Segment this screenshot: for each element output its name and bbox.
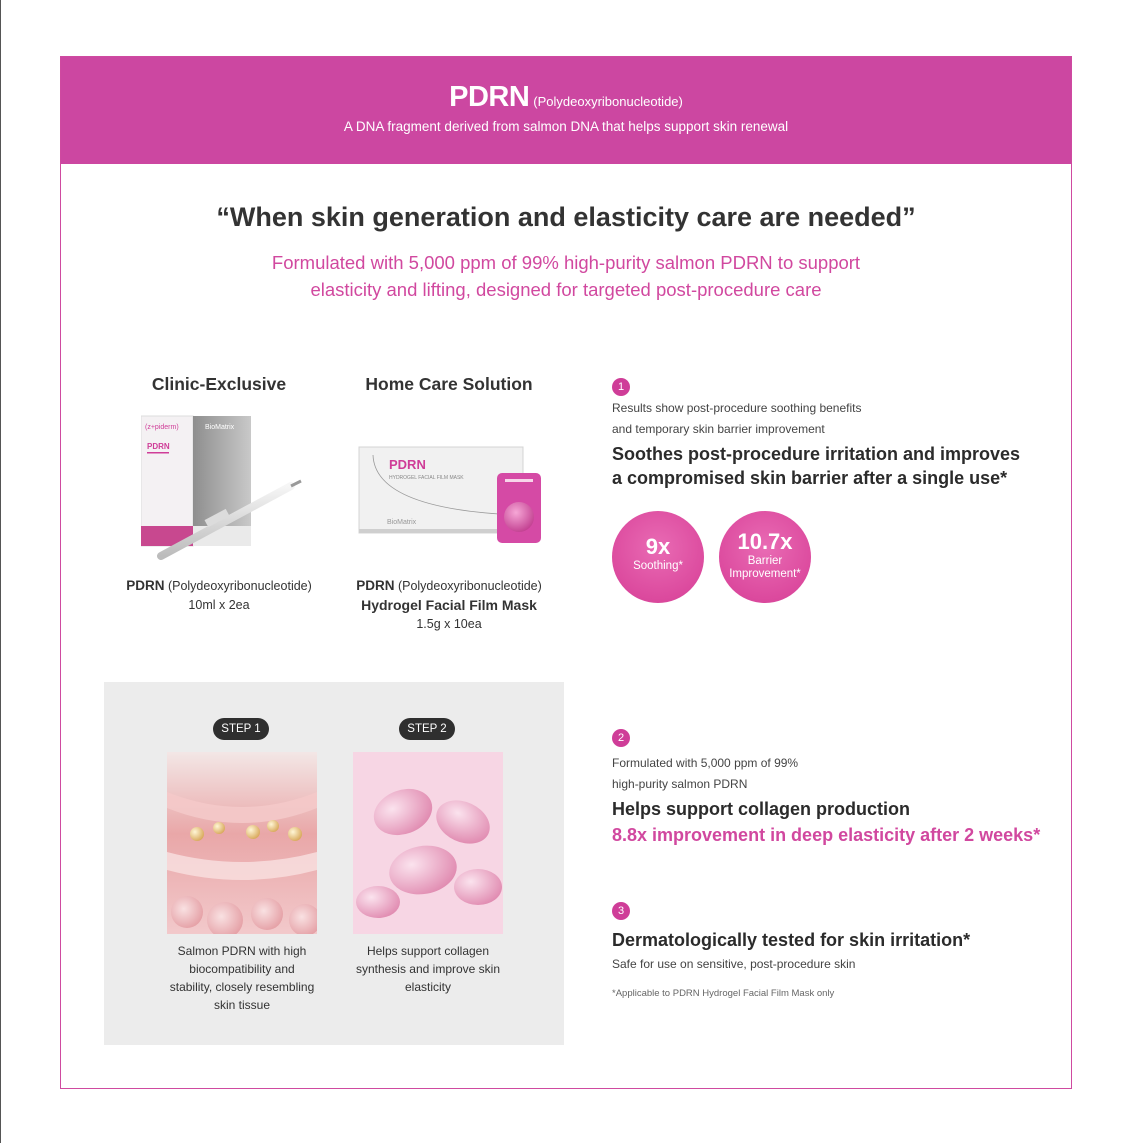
home-product-spec: 1.5g x 10ea	[416, 617, 482, 631]
subline	[61, 249, 1071, 303]
home-product-caption	[339, 576, 559, 634]
home-box-label: PDRN	[389, 457, 426, 472]
headline: “When skin generation and elasticity care are needed”	[216, 202, 916, 232]
step-1-pill: STEP 1	[213, 718, 269, 740]
home-box-graphic	[357, 445, 547, 555]
collagen-illustration	[353, 752, 503, 934]
feature-2-title: Helps support collagen production	[612, 799, 911, 819]
home-product-name-line2: Hydrogel Facial Film Mask	[361, 597, 537, 613]
step-1-caption	[162, 942, 322, 1014]
step-2-pill: STEP 2	[399, 718, 455, 740]
step-1-caption-line-1: Salmon PDRN with high	[177, 944, 307, 958]
feature-2-note	[612, 753, 798, 795]
banner-title-line	[61, 81, 1071, 114]
feature-2-highlight: 8.8x improvement in deep elasticity after 2 weeks*	[612, 825, 1041, 845]
clinic-box-brand-2: BioMatrix	[205, 424, 235, 431]
clinic-product-name-sub: (Polydeoxyribonucleotide)	[167, 579, 312, 593]
clinic-product-spec: 10ml x 2ea	[188, 598, 250, 612]
content-frame	[60, 56, 1072, 1089]
home-box-sub: HYDROGEL FACIAL FILM MASK	[389, 475, 464, 481]
feature-2-note-line-1: Formulated with 5,000 ppm of 99%	[612, 756, 799, 770]
step-2-image	[353, 752, 503, 934]
header-banner	[61, 57, 1071, 164]
stat-soothing-label: Soothing*	[633, 560, 683, 572]
feature-3-title: Dermatologically tested for skin irritation*	[612, 930, 971, 950]
step-1-caption-line-4: skin tissue	[213, 998, 271, 1012]
banner-title-sub: (Polydeoxyribonucleotide)	[533, 94, 683, 109]
skin-tissue-illustration	[167, 752, 317, 934]
feature-1-title-line-2: a compromised skin barrier after a single use*	[612, 468, 1008, 488]
step-1-image	[167, 752, 317, 934]
clinic-product-caption	[109, 576, 329, 615]
column-title-clinic: Clinic-Exclusive	[151, 374, 287, 394]
feature-1-note-line-2: and temporary skin barrier improvement	[612, 422, 825, 436]
feature-2-note-line-2: high-purity salmon PDRN	[612, 777, 748, 791]
step-2-caption-line-2: synthesis and improve skin	[355, 962, 501, 976]
subline-line-1: Formulated with 5,000 ppm of 99% high-purity salmon PDRN to support	[271, 252, 861, 273]
banner-description: A DNA fragment derived from salmon DNA that helps support skin renewal	[343, 119, 789, 134]
feature-3-badge: 3	[612, 902, 630, 920]
step-1-caption-line-3: stability, closely resembling	[169, 980, 315, 994]
clinic-product-image	[141, 414, 311, 564]
stat-circle-soothing	[612, 511, 704, 603]
left-edge-rule	[0, 0, 1, 1143]
clinic-box-label: PDRN	[147, 442, 170, 451]
feature-2-badge: 2	[612, 729, 630, 747]
steps-panel	[104, 682, 564, 1045]
step-1-caption-line-2: biocompatibility and	[189, 962, 295, 976]
feature-1-title	[612, 442, 1032, 490]
stat-barrier-label-1: Barrier	[747, 555, 783, 567]
clinic-product-name: PDRN	[126, 578, 165, 593]
step-2-caption	[348, 942, 508, 996]
home-box-brand: BioMatrix	[387, 519, 417, 526]
stat-circle-barrier	[719, 511, 811, 603]
stat-barrier-label-2: Improvement*	[729, 568, 801, 580]
step-2-caption-line-1: Helps support collagen	[366, 944, 490, 958]
stat-soothing-value: 9x	[645, 534, 671, 559]
banner-title: PDRN	[449, 81, 530, 113]
column-title-home: Home Care Solution	[365, 374, 533, 394]
feature-1-badge: 1	[612, 378, 630, 396]
home-product-image	[357, 445, 547, 555]
clinic-box-graphic	[141, 414, 311, 564]
feature-1-note	[612, 398, 861, 440]
stat-barrier-value: 10.7x	[737, 529, 793, 554]
feature-3-note: Safe for use on sensitive, post-procedure skin	[612, 957, 856, 971]
step-2-caption-line-3: elasticity	[404, 980, 451, 994]
subline-line-2: elasticity and lifting, designed for targeted post-procedure care	[310, 279, 822, 300]
feature-1-note-line-1: Results show post-procedure soothing benefits	[612, 401, 862, 415]
feature-3-footnote: *Applicable to PDRN Hydrogel Facial Film Mask only	[612, 988, 835, 999]
home-product-name: PDRN	[356, 578, 395, 593]
feature-1-title-line-1: Soothes post-procedure irritation and improves	[612, 444, 1021, 464]
home-product-name-sub: (Polydeoxyribonucleotide)	[397, 579, 542, 593]
clinic-box-brand: (z+piderm)	[145, 424, 179, 431]
